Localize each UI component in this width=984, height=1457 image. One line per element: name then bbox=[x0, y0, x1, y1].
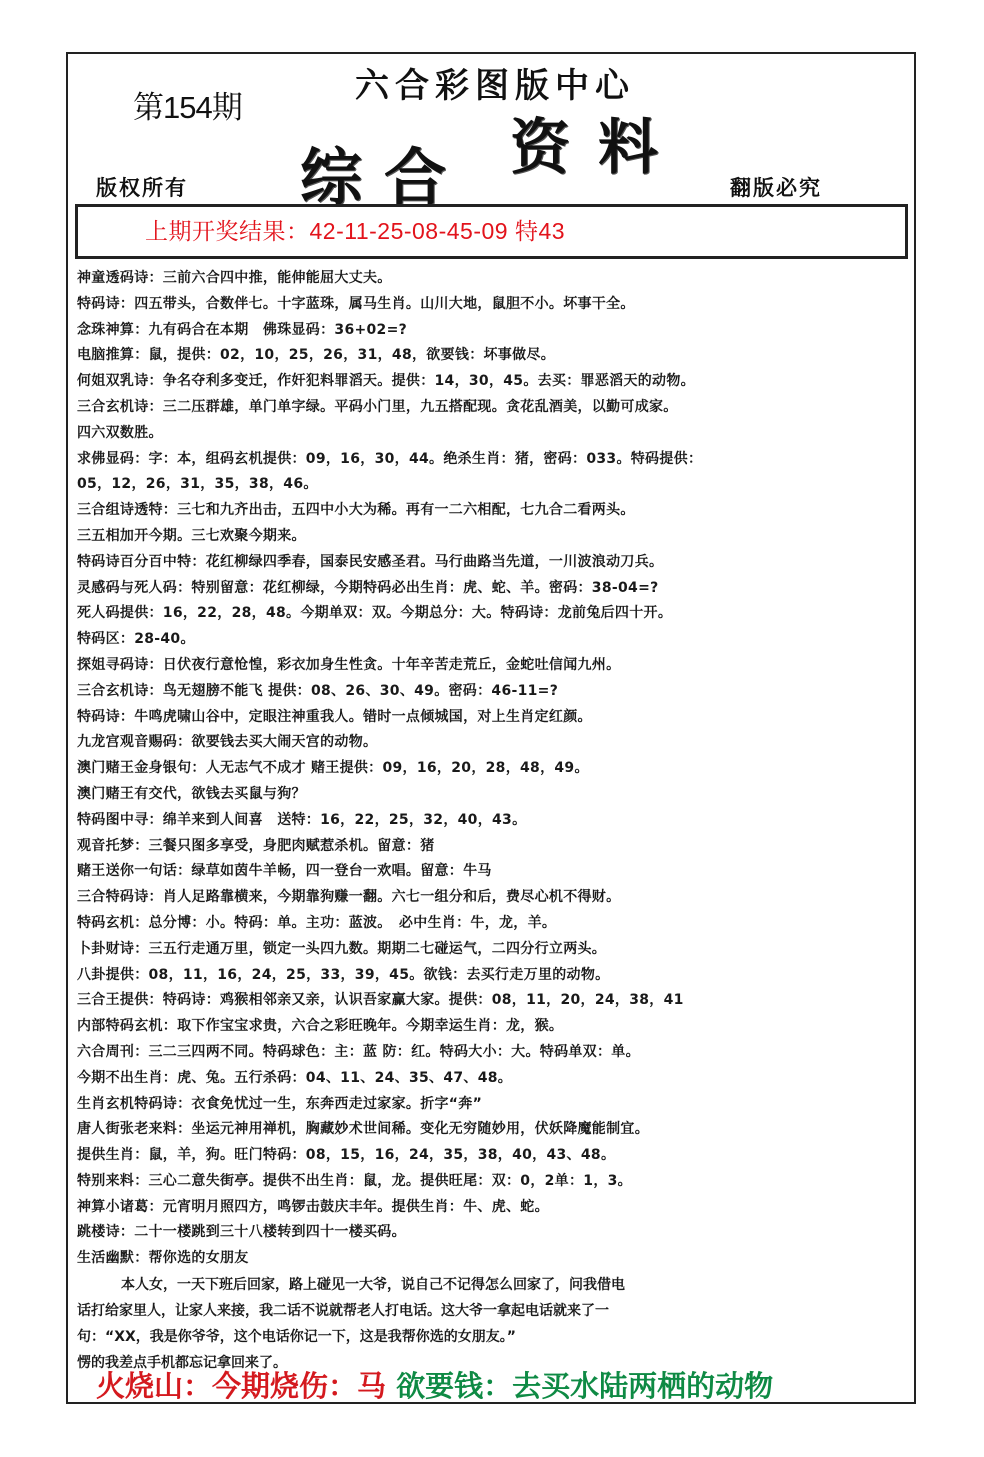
text-line: 三合玄机诗：鸟无翅膀不能飞 提供：08、26、30、49。密码：46-11=? bbox=[77, 682, 559, 699]
text-line: 特别来料：三心二意失街亭。提供不出生肖：鼠，龙。提供旺尾：双：0，2单：1，3。 bbox=[77, 1172, 632, 1189]
footer-red-text: 火烧山：今期烧伤：马 bbox=[96, 1369, 387, 1403]
text-line: 澳门赌王有交代，欲钱去买鼠与狗？ bbox=[77, 785, 306, 802]
text-line: 死人码提供：16，22，28，48。今期单双：双。今期总分：大。特码诗：龙前兔后四十开。 bbox=[77, 605, 673, 622]
text-line: 求佛显码：字：本，组码玄机提供：09，16，30，44。绝杀生肖：猪，密码：033。特码提供： bbox=[77, 450, 703, 467]
text-line: 今期不出生肖：虎、兔。五行杀码：04、11、24、35、47、48。 bbox=[77, 1069, 513, 1086]
issue-number: 第154期 bbox=[133, 90, 242, 125]
text-line: 八卦提供：08，11，16，24，25，33，39，45。欲钱：去买行走万里的动物。 bbox=[77, 966, 610, 983]
humor-story bbox=[77, 1272, 907, 1376]
text-line: 提供生肖：鼠，羊，狗。旺门特码：08，15，16，24，35，38，40，43、48。 bbox=[77, 1147, 616, 1164]
text-line: 九龙宫观音赐码：欲要钱去买大闹天宫的动物。 bbox=[77, 734, 378, 751]
story-line: 话打给家里人，让家人来接，我二话不说就帮老人打电话。这大爷一拿起电话就来了一 bbox=[77, 1303, 609, 1320]
text-line: 特码诗：牛鸣虎啸山谷中，定眼注神重我人。错时一点倾城国，对上生肖定红颜。 bbox=[77, 708, 592, 725]
text-line: 唐人街张老来料：坐运元神用禅机，胸藏妙术世间稀。变化无穷随妙用，伏妖降魔能制宜。 bbox=[77, 1121, 649, 1138]
text-line: 观音托梦：三餐只图多享受，身肥肉赋惹杀机。留意：猪 bbox=[77, 837, 435, 854]
text-line: 三五相加开今期。三七欢聚今期来。 bbox=[77, 527, 306, 544]
text-line: 六合周刊：三二三四两不同。特码球色：主：蓝 防：红。特码大小：大。特码单双：单。 bbox=[77, 1043, 640, 1060]
footer-green-text: 欲要钱：去买水陆两栖的动物 bbox=[396, 1369, 774, 1403]
text-line: 内部特码玄机：取下作宝宝求贵，六合之彩旺晚年。今期幸运生肖：龙，猴。 bbox=[77, 1018, 564, 1035]
text-line: 三合玄机诗：三二压群雄，单门单字绿。平码小门里，九五搭配现。贪花乱酒美，以勤可成家。 bbox=[77, 398, 678, 415]
main-title-part1: 综合 bbox=[300, 141, 469, 214]
no-reprint-label: 翻版必究 bbox=[730, 175, 822, 200]
text-line: 特码诗百分百中特：花红柳绿四季春，国泰民安感圣君。马行曲路当先道，一川波浪动刀兵。 bbox=[77, 553, 664, 570]
text-line: 卜卦财诗：三五行走通万里，锁定一头四九数。期期二七碰运气，二四分行立两头。 bbox=[77, 940, 607, 957]
story-line: 句：“XX，我是你爷爷，这个电话你记一下，这是我帮你选的女朋友。” bbox=[77, 1329, 516, 1346]
text-line: 何姐双乳诗：争名夺利多变迁，作奸犯料罪滔天。提供：14，30，45。去买：罪恶滔天的动物。 bbox=[77, 373, 695, 390]
text-line: 赌王送你一句话：绿草如茵牛羊畅，四一登台一欢唱。留意：牛马 bbox=[77, 863, 492, 880]
text-line: 特码玄机：总分博：小。特码：单。主功：蓝波。 必中生肖：牛，龙，羊。 bbox=[77, 914, 557, 931]
text-line: 探姐寻码诗：日伏夜行意怆惶，彩衣加身生性贪。十年辛苦走荒丘，金蛇吐信闻九州。 bbox=[77, 656, 621, 673]
text-line: 念珠神算：九有码合在本期 佛珠显码：36+02=? bbox=[77, 321, 408, 338]
story-line: 愣的我差点手机都忘记拿回来了。 bbox=[77, 1355, 287, 1372]
text-line: 神童透码诗：三前六合四中推，能伸能屈大丈夫。 bbox=[77, 270, 392, 286]
text-line: 三合特码诗：肖人足路靠横来，今期靠狗赚一翻。六七一组分和后，费尽心机不得财。 bbox=[77, 889, 621, 906]
text-line: 四六双数胜。 bbox=[77, 424, 163, 441]
text-line: 特码诗：四五带头，合数伴七。十字蓝珠，属马生肖。山川大地，鼠胆不小。坏事干全。 bbox=[77, 295, 635, 312]
text-line: 三合王提供：特码诗：鸡猴相邻亲又亲，认识吾家赢大家。提供：08，11，20，24，38，41 bbox=[77, 992, 684, 1009]
text-line: 特码图中寻：绵羊来到人间喜 送特：16，22，25，32，40，43。 bbox=[77, 811, 527, 828]
humor-heading: 生活幽默：帮你选的女朋友 bbox=[77, 1250, 249, 1267]
main-title-part2: 资料 bbox=[510, 113, 686, 183]
text-line: 电脑推算：鼠，提供：02，10，25，26，31，48，欲要钱：坏事做尽。 bbox=[77, 347, 555, 364]
last-result-text: 上期开奖结果：42-11-25-08-45-09 特43 bbox=[145, 218, 566, 244]
text-line: 澳门赌王金身银句：人无志气不成才 赌王提供：09，16，20，28，48，49。 bbox=[77, 760, 589, 777]
text-line: 特码区：28-40。 bbox=[77, 631, 195, 648]
copyright-label: 版权所有 bbox=[96, 175, 188, 200]
text-line: 05，12，26，31，35，38，46。 bbox=[77, 476, 318, 493]
text-line: 神算小诸葛：元宵明月照四方，鸣锣击鼓庆丰年。提供生肖：牛、虎、蛇。 bbox=[77, 1198, 549, 1215]
text-line: 生肖玄机特码诗：衣食免忧过一生，东奔西走过家家。折字“奔” bbox=[77, 1095, 483, 1112]
text-line: 跳楼诗：二十一楼跳到三十八楼转到四十一楼买码。 bbox=[77, 1224, 406, 1241]
content-body bbox=[77, 266, 907, 1376]
footer-banner bbox=[96, 1364, 773, 1405]
publisher-title: 六合彩图版中心 bbox=[355, 66, 635, 106]
story-line: 本人女，一天下班后回家，路上碰见一大爷，说自己不记得怎么回家了，问我借电 bbox=[121, 1277, 625, 1294]
text-line: 三合组诗透特：三七和九齐出击，五四中小大为稀。再有一二六相配，七九合二看两头。 bbox=[77, 502, 635, 519]
text-line: 灵感码与死人码：特别留意：花红柳绿，今期特码必出生肖：虎、蛇、羊。密码：38-04=? bbox=[77, 579, 659, 596]
